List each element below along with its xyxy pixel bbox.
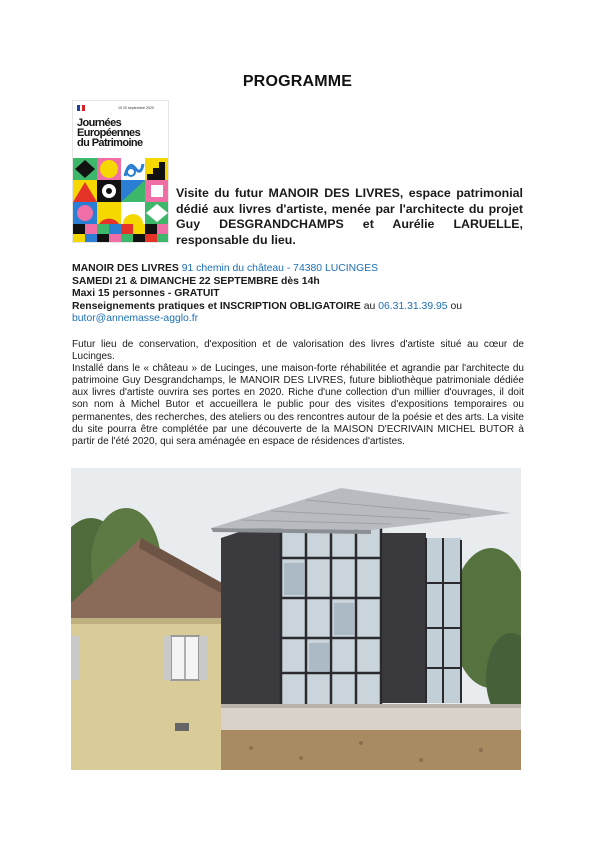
poster-date: 19 20 septembre 2020 (118, 106, 154, 110)
manoir-photo (71, 468, 521, 770)
poster-title: Journées Européennes du Patrimoine (77, 117, 143, 149)
event-dates: SAMEDI 21 & DIMANCHE 22 SEPTEMBRE dès 14h (72, 275, 320, 287)
description-paragraph-1: Futur lieu de conservation, d'exposition et de valorisation des livres d'artiste situé au cœur de Lucinges. (72, 339, 524, 363)
joiner-ou: ou (450, 300, 463, 312)
email-link[interactable]: butor@annemasse-agglo.fr (72, 313, 199, 324)
event-capacity: Maxi 15 personnes - GRATUIT (72, 288, 220, 299)
page-title: PROGRAMME (242, 73, 353, 90)
registration-line (72, 301, 524, 314)
poster-pattern-graphic (73, 158, 169, 243)
event-poster (72, 100, 169, 243)
joiner-au: au (363, 300, 376, 312)
venue-address-link[interactable]: 91 chemin du château - 74380 LUCINGES (181, 263, 379, 274)
description-paragraph-2: Installé dans le « château » de Lucinges, une maison-forte réhabilitée et agrandie par l'architecte du patrimoine Guy Desgrandchamps, le MANOIR DES LIVRES, future bibliothèque patrimoniale dédiée aux livres d'artiste ouvrira ses portes en 2020. Riche d'une collection d'un millier d'ouvrages, il doit son nom à Michel Butor et accueillera le public pour des visites d'expositions temporaires ou permanentes, des recherches, des ateliers ou des rencontres autour de la poésie et des arts. La visite du site pourra être complétée par une découverte de la MAISON D'ECRIVAIN MICHEL BUTOR à partir de l'été 2020, qui sera aménagée en espace de résidences d'artistes. (72, 363, 524, 447)
registration-text: Renseignements pratiques et INSCRIPTION OBLIGATOIRE (72, 300, 361, 312)
event-info (72, 263, 524, 326)
republique-francaise-logo (77, 105, 85, 111)
intro-paragraph: Visite du futur MANOIR DES LIVRES, espace patrimonial dédié aux livres d'artiste, menée par l'architecte du projet Guy DESGRANDCHAMPS et Aurélie LARUELLE, responsable du lieu. (176, 186, 523, 247)
building-illustration (71, 468, 521, 770)
description (72, 339, 524, 448)
phone-link[interactable]: 06.31.31.39.95 (378, 300, 448, 312)
venue-name: MANOIR DES LIVRES (72, 263, 179, 274)
venue-line (72, 263, 524, 276)
